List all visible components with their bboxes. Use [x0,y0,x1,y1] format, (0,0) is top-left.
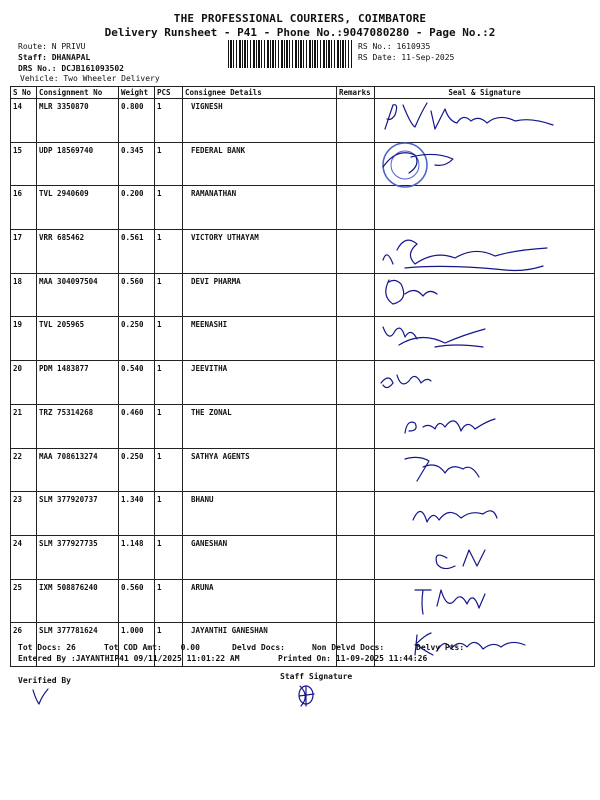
seal-stamp-outer [383,143,427,187]
cell-signature [375,404,595,448]
signature-stroke [386,280,404,304]
cell-consignee: VICTORY UTHAYAM [183,230,337,274]
col-header-pcs: PCS [155,87,183,99]
cell-consignee: MEENASHI [183,317,337,361]
printed-on: Printed On: 11-09-2025 11:44:26 [278,654,428,663]
signature-stroke [415,590,431,614]
staff-line [18,53,90,62]
cell-consignment-no: MLR 3350870 [37,99,119,143]
vehicle-value: Two Wheeler Delivery [63,74,160,83]
cell-weight: 0.540 [119,361,155,405]
cell-consignee: RAMANATHAN [183,186,337,230]
table-row [11,535,595,579]
staff-label: Staff: [18,53,47,62]
barcode [228,40,352,68]
cell-consignment-no: SLM 377781624 [37,623,119,667]
cell-pcs: 1 [155,579,183,623]
table-row [11,317,595,361]
cell-sno: 18 [11,273,37,317]
cell-weight: 1.148 [119,535,155,579]
tot-cod-value: 0.00 [180,643,200,652]
cell-signature [375,535,595,579]
cell-remarks [337,142,375,186]
signature-stroke [405,266,543,271]
cell-remarks [337,186,375,230]
cell-sno: 14 [11,99,37,143]
tot-docs-value: 26 [66,643,76,652]
cell-consignment-no: MAA 708613274 [37,448,119,492]
verified-by-label: Verified By [18,676,71,685]
cell-remarks [337,492,375,536]
cell-signature [375,273,595,317]
cell-signature [375,361,595,405]
cell-consignment-no: TVL 205965 [37,317,119,361]
signature-stroke [437,590,485,608]
cell-sno: 24 [11,535,37,579]
signature-stroke [405,422,416,433]
cell-remarks [337,99,375,143]
col-header-remarks: Remarks [337,87,375,99]
signature-drawing [375,99,594,142]
col-header-sno: S No [11,87,37,99]
cell-pcs: 1 [155,361,183,405]
cell-signature [375,186,595,230]
cell-sno: 21 [11,404,37,448]
signature-stroke [436,555,455,568]
signature-stroke [399,329,485,345]
drs-line [18,64,124,73]
cell-consignee: BHANU [183,492,337,536]
signature-stroke [463,550,485,566]
cell-sno: 19 [11,317,37,361]
tot-cod-label: Tot COD Amt: [104,643,162,652]
staff-signature-label: Staff Signature [280,672,353,681]
signature-stroke [385,105,397,129]
cell-signature [375,99,595,143]
cell-sno: 26 [11,623,37,667]
cell-pcs: 1 [155,448,183,492]
cell-weight: 0.560 [119,579,155,623]
signature-stroke [405,457,429,481]
signature-drawing [375,536,594,579]
signature-stroke [397,375,431,384]
cell-consignee: FEDERAL BANK [183,142,337,186]
cell-consignment-no: PDM 1483877 [37,361,119,405]
rs-date-label: RS Date: [358,53,397,62]
cell-weight: 1.340 [119,492,155,536]
cell-pcs: 1 [155,99,183,143]
table-row [11,99,595,143]
table-row [11,186,595,230]
cell-signature [375,317,595,361]
cell-pcs: 1 [155,273,183,317]
cell-pcs: 1 [155,317,183,361]
signature-stroke [383,327,417,339]
cell-remarks [337,273,375,317]
cell-remarks [337,404,375,448]
cell-weight: 0.200 [119,186,155,230]
rs-no-line [358,42,430,51]
cell-signature [375,142,595,186]
cell-remarks [337,448,375,492]
rs-no-label: RS No.: [358,42,392,51]
signature-drawing [375,405,594,448]
cell-consignee: DEVI PHARMA [183,273,337,317]
cell-remarks [337,317,375,361]
cell-weight: 1.000 [119,623,155,667]
table-header-row [11,87,595,99]
vehicle-label: Vehicle: [20,74,59,83]
cell-consignment-no: TVL 2940609 [37,186,119,230]
table-row [11,448,595,492]
signature-drawing [375,492,594,535]
signature-drawing [375,274,594,317]
signature-stroke [383,152,417,172]
company-title: THE PROFESSIONAL COURIERS, COIMBATORE [173,12,427,25]
signature-drawing [375,361,594,404]
drs-label: DRS No.: [18,64,57,73]
runsheet-title: Delivery Runsheet - P41 - Phone No.:9047080280 - Page No.:2 [104,26,496,39]
col-header-consignee: Consignee Details [183,87,337,99]
cell-consignee: JAYANTHI GANESHAN [183,623,337,667]
runsheet-table [10,86,595,667]
cell-signature [375,492,595,536]
cell-sno: 16 [11,186,37,230]
signature-stroke [413,511,497,522]
table-row [11,361,595,405]
signature-drawing [375,449,594,492]
cell-consignment-no: VRR 685462 [37,230,119,274]
staff-value: DHANAPAL [51,53,91,62]
rs-date-value: 11-Sep-2025 [401,53,455,62]
cell-weight: 0.345 [119,142,155,186]
cell-consignment-no: UDP 18569740 [37,142,119,186]
cell-pcs: 1 [155,142,183,186]
col-header-consignment: Consignment No [37,87,119,99]
signature-stroke [423,465,479,477]
cell-consignee: JEEVITHA [183,361,337,405]
staff-signature-mark [290,682,326,710]
vehicle-line [20,74,160,83]
tot-docs-label: Tot Docs: [18,643,62,652]
cell-pcs: 1 [155,623,183,667]
cell-consignee: THE ZONAL [183,404,337,448]
cell-consignment-no: TRZ 75314268 [37,404,119,448]
cell-weight: 0.561 [119,230,155,274]
rs-no-value: 1610935 [396,42,431,51]
cell-remarks [337,579,375,623]
signature-stroke [423,419,495,431]
cell-sno: 23 [11,492,37,536]
cell-consignee: VIGNESH [183,99,337,143]
signature-stroke [397,240,547,264]
signature-stroke [435,345,483,347]
tot-cod [104,643,200,652]
signature-drawing [375,580,594,623]
non-delvd-docs-label: Non Delvd Docs: [312,643,385,652]
cell-remarks [337,361,375,405]
cell-consignment-no: SLM 377927735 [37,535,119,579]
cell-sno: 25 [11,579,37,623]
signature-drawing [375,317,594,360]
cell-pcs: 1 [155,186,183,230]
rs-date-line [358,53,454,62]
signature-stroke [403,103,427,127]
cell-consignment-no: SLM 377920737 [37,492,119,536]
cell-signature [375,230,595,274]
cell-signature [375,448,595,492]
table-row [11,273,595,317]
cell-consignment-no: IXM 508876240 [37,579,119,623]
cell-pcs: 1 [155,492,183,536]
entered-by: Entered By :JAYANTHIP41 09/11/2025 11:01:22 AM [18,654,240,663]
cell-remarks [337,535,375,579]
cell-sno: 17 [11,230,37,274]
cell-pcs: 1 [155,535,183,579]
route-line [18,42,85,51]
cell-weight: 0.800 [119,99,155,143]
cell-signature [375,579,595,623]
cell-weight: 0.560 [119,273,155,317]
cell-consignment-no: MAA 304097504 [37,273,119,317]
cell-consignee: ARUNA [183,579,337,623]
totals-line [18,643,76,652]
signature-drawing [375,143,594,186]
drs-value: DCJB161093502 [61,64,124,73]
signature-drawing [375,230,594,273]
delvd-docs-label: Delvd Docs: [232,643,285,652]
delvy-pts-label: Delvy Pts: [416,643,465,652]
table-row [11,142,595,186]
cell-sno: 15 [11,142,37,186]
cell-consignee: SATHYA AGENTS [183,448,337,492]
signature-stroke [383,255,393,264]
cell-sno: 20 [11,361,37,405]
signature-drawing [375,186,594,229]
cell-sno: 22 [11,448,37,492]
route-value: N PRIVU [51,42,86,51]
table-row [11,404,595,448]
cell-consignee: GANESHAN [183,535,337,579]
cell-remarks [337,230,375,274]
signature-stroke [405,290,437,296]
cell-pcs: 1 [155,404,183,448]
table-row [11,579,595,623]
table-row [11,492,595,536]
cell-weight: 0.460 [119,404,155,448]
table-row [11,230,595,274]
route-label: Route: [18,42,47,51]
col-header-weight: Weight [119,87,155,99]
signature-stroke [381,378,393,388]
col-header-signature: Seal & Signature [375,87,595,99]
cell-weight: 0.250 [119,317,155,361]
cell-weight: 0.250 [119,448,155,492]
signature-stroke [431,109,553,129]
verified-by-signature [30,686,52,708]
cell-pcs: 1 [155,230,183,274]
